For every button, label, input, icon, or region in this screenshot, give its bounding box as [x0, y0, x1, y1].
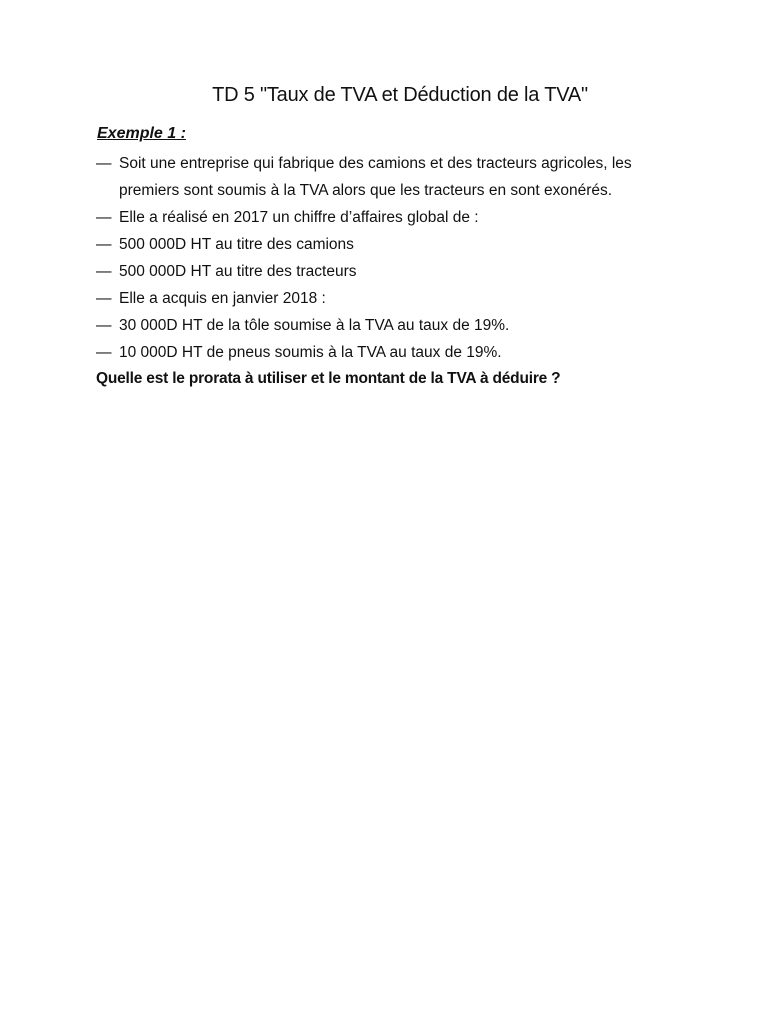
exercise-list — [96, 150, 706, 366]
list-item-text: Elle a acquis en janvier 2018 : — [119, 290, 326, 307]
list-item-text: Elle a réalisé en 2017 un chiffre d’affaires global de : — [119, 209, 479, 226]
list-item — [96, 339, 706, 366]
list-item — [96, 258, 706, 285]
list-item — [96, 285, 706, 312]
list-item-text: 500 000D HT au titre des tracteurs — [119, 263, 357, 280]
bullet-dash: — — [96, 155, 112, 172]
list-item — [96, 312, 706, 339]
bullet-dash: — — [96, 209, 112, 226]
list-item-text: 10 000D HT de pneus soumis à la TVA au taux de 19%. — [119, 344, 502, 361]
bullet-dash: — — [96, 317, 112, 334]
page-title: TD 5 "Taux de TVA et Déduction de la TVA" — [212, 84, 588, 106]
list-item — [96, 150, 706, 204]
bullet-dash: — — [96, 344, 112, 361]
list-item — [96, 231, 706, 258]
list-item-text: 30 000D HT de la tôle soumise à la TVA au taux de 19%. — [119, 317, 510, 334]
bullet-dash: — — [96, 263, 112, 280]
list-item-text: 500 000D HT au titre des camions — [119, 236, 354, 253]
question-text: Quelle est le prorata à utiliser et le montant de la TVA à déduire ? — [96, 370, 561, 387]
example-heading: Exemple 1 : — [97, 125, 186, 142]
list-item-text: Soit une entreprise qui fabrique des camions et des tracteurs agricoles, les — [119, 155, 632, 172]
bullet-dash: — — [96, 236, 112, 253]
list-item — [96, 204, 706, 231]
bullet-dash: — — [96, 290, 112, 307]
list-item-text-continued: premiers sont soumis à la TVA alors que les tracteurs en sont exonérés. — [119, 182, 613, 199]
